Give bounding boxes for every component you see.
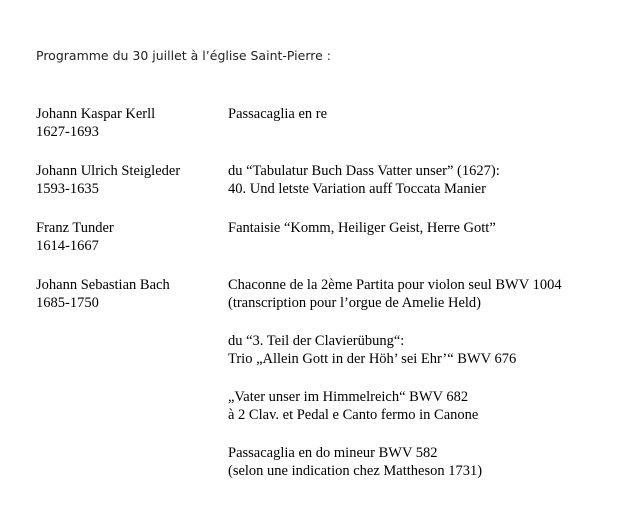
composer-info [36, 219, 114, 255]
composer-dates: 1614-1667 [36, 238, 99, 254]
work-item [228, 219, 496, 237]
work-item [228, 276, 562, 312]
composer-info [36, 162, 180, 198]
works-list [228, 105, 327, 143]
composer-dates: 1593-1635 [36, 181, 99, 197]
work-line: du “3. Teil der Clavierübung“: [228, 333, 405, 349]
works-list [228, 276, 562, 500]
composer-name: Johann Sebastian Bach [36, 277, 170, 293]
works-list [228, 162, 500, 218]
work-line: Chaconne de la 2ème Partita pour violon seul BWV 1004 [228, 277, 562, 293]
work-line: Passacaglia en do mineur BWV 582 [228, 445, 438, 461]
composer-name: Johann Ulrich Steigleder [36, 163, 181, 179]
composer-info [36, 276, 170, 312]
work-line: Passacaglia en re [228, 106, 328, 122]
work-line: 40. Und letste Variation auff Toccata Manier [228, 181, 486, 197]
composer-info [36, 105, 155, 141]
work-item [228, 444, 562, 480]
works-list [228, 219, 496, 257]
work-line: du “Tabulatur Buch Dass Vatter unser” (1627): [228, 163, 500, 179]
work-line: Fantaisie “Komm, Heiliger Geist, Herre Gott” [228, 220, 496, 236]
work-line: (transcription pour l’orgue de Amelie Held) [228, 295, 482, 311]
work-line: à 2 Clav. et Pedal e Canto fermo in Canone [228, 407, 479, 423]
composer-dates: 1627-1693 [36, 124, 99, 140]
composer-name: Franz Tunder [36, 220, 114, 236]
programme-heading: Programme du 30 juillet à l’église Saint-Pierre : [36, 48, 331, 63]
work-line: (selon une indication chez Mattheson 1731) [228, 463, 483, 479]
work-line: „Vater unser im Himmelreich“ BWV 682 [228, 389, 469, 405]
work-item [228, 162, 500, 198]
composer-dates: 1685-1750 [36, 295, 99, 311]
work-item [228, 388, 562, 424]
work-item [228, 105, 327, 123]
work-item [228, 332, 562, 368]
composer-name: Johann Kaspar Kerll [36, 106, 156, 122]
work-line: Trio „Allein Gott in der Höh’ sei Ehr’“ BWV 676 [228, 351, 517, 367]
